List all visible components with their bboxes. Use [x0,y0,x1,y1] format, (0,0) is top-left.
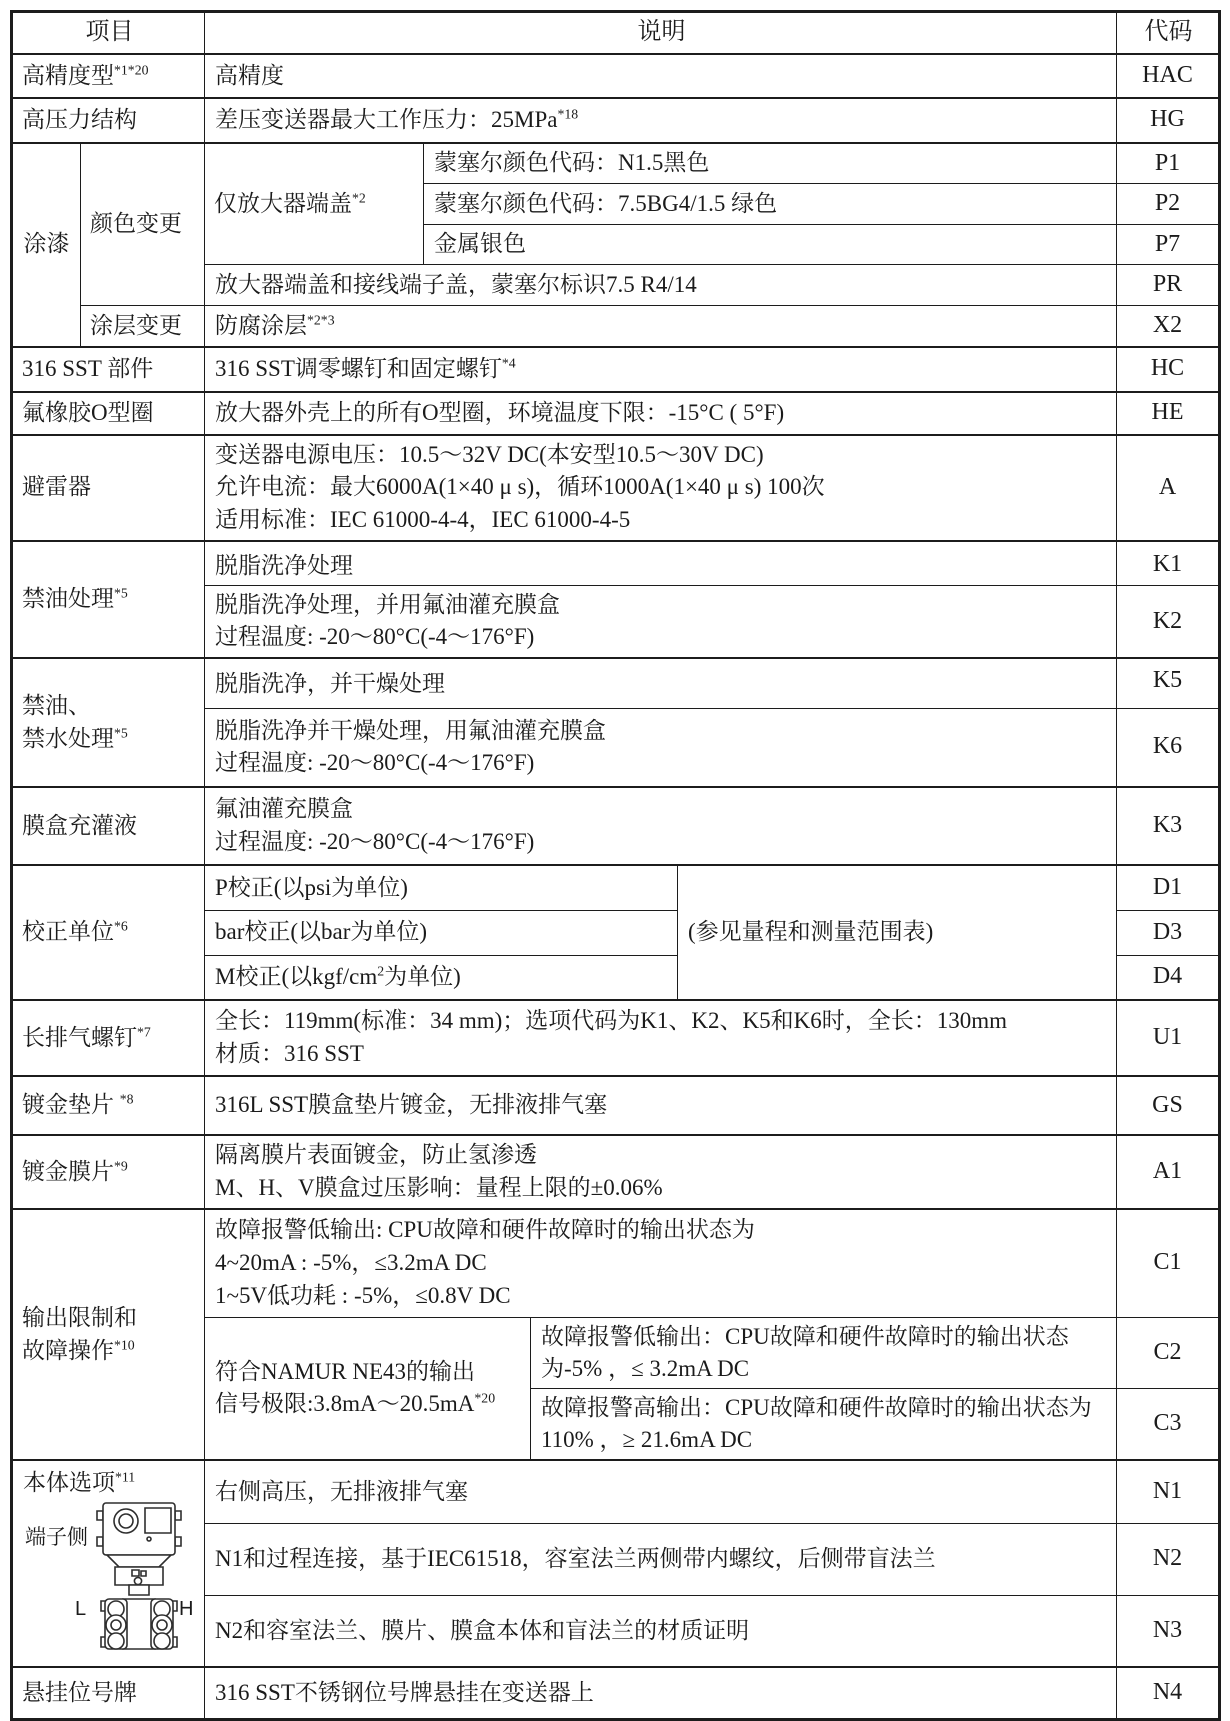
row-x2 [12,305,1220,346]
item-text: 高精度型 [22,62,114,88]
item-text: 镀金膜片 [22,1158,114,1184]
item-label: 氟橡胶O型圈 [12,392,205,435]
code-cell: X2 [1117,305,1220,346]
code-cell: HC [1117,347,1220,392]
item-label [12,1209,205,1460]
code-cell: K6 [1117,708,1220,787]
desc-cell: 高精度 [205,54,1117,98]
item-text: 仅放大器端盖 [214,190,352,216]
item-label [12,865,205,1000]
item-text: 镀金垫片 [22,1092,120,1118]
desc-cell: 脱脂洗净，并干燥处理 [205,658,1117,708]
code-cell: P2 [1117,184,1220,225]
item-text: 本体选项 [23,1470,115,1496]
paint-group-label: 涂漆 [12,143,81,347]
row-k1 [12,541,1220,586]
desc-text: 防腐涂层 [215,312,307,338]
desc-text: 差压变送器最大工作压力：25MPa [215,107,558,132]
item-text: 长排气螺钉 [22,1024,137,1050]
options-spec-table [10,10,1221,1721]
desc-cell: 故障报警高输出：CPU故障和硬件故障时的输出状态为110% ，≥ 21.6mA DC [531,1388,1117,1460]
desc-line: 变送器电源电压：10.5～32V DC(本安型10.5～30V DC) [215,441,764,467]
amp-cover-label [205,143,424,265]
row-hc [12,347,1220,392]
namur-cell [205,1317,531,1460]
body-option-wrap [23,1467,196,1663]
code-cell: K1 [1117,541,1220,586]
row-gs [12,1076,1220,1135]
header-item: 项目 [12,12,205,54]
row-d1 [12,865,1220,910]
item-footnote: *5 [114,724,128,740]
item-label: 膜盒充灌液 [12,787,205,865]
desc-cell: N1和过程连接，基于IEC61518，容室法兰两侧带内螺纹，后侧带盲法兰 [205,1523,1117,1595]
desc-line: 全长：119mm(标准：34 mm)；选项代码为K1、K2、K5和K6时，全长：130mm [215,1008,1007,1034]
item-footnote: *2 [352,190,366,206]
desc-line: 1~5V低功耗 : -5%，≤0.8V DC [215,1282,511,1308]
code-cell: GS [1117,1076,1220,1135]
desc-footnote: *2*3 [307,312,335,328]
desc-footnote: *4 [501,355,516,371]
document-page [10,10,1221,1721]
item-label: 高压力结构 [12,98,205,143]
code-cell: D4 [1117,955,1220,1000]
body-option-cell [12,1460,205,1667]
header-code: 代码 [1117,12,1220,54]
item-label [12,1000,205,1076]
desc-cell: 蒙塞尔颜色代码：7.5BG4/1.5 绿色 [424,184,1117,225]
desc-cell: 右侧高压，无排液排气塞 [205,1460,1117,1523]
desc-line: 过程温度: -20～80°C(-4～176°F) [215,750,535,776]
item-label [12,1076,205,1135]
desc-line: 故障报警低输出: CPU故障和硬件故障时的输出状态为 [215,1217,755,1243]
code-cell: C1 [1117,1209,1220,1317]
header-row [12,12,1220,54]
desc-cell [205,708,1117,787]
item-text-2 [22,1335,196,1368]
desc-cell [205,98,1117,143]
coating-change-label: 涂层变更 [81,305,205,346]
high-side-label: H [179,1598,194,1621]
item-label [12,541,205,659]
code-cell: U1 [1117,1000,1220,1076]
row-a1 [12,1135,1220,1209]
item-footnote: *11 [115,1469,136,1485]
desc-text: 316 SST调零螺钉和固定螺钉 [215,355,502,381]
row-k5 [12,658,1220,708]
desc-text: M校正(以kgf/cm [215,964,378,990]
desc-line: 材质：316 SST [215,1041,364,1067]
desc-cell: 316L SST膜盒垫片镀金，无排液排气塞 [205,1076,1117,1135]
item-text: 禁油处理 [22,586,114,612]
low-side-label: L [75,1598,87,1621]
desc-cell: bar校正(以bar为单位) [205,910,678,955]
code-cell: N2 [1117,1523,1220,1595]
transmitter-drawing [89,1499,189,1657]
code-cell: N3 [1117,1595,1220,1667]
item-text-2 [22,723,196,756]
desc-cell: 金属银色 [424,224,1117,265]
row-hac [12,54,1220,98]
desc-superscript: 2 [377,963,385,979]
code-cell: A [1117,435,1220,541]
item-label: 316 SST 部件 [12,347,205,392]
row-arrester [12,435,1220,541]
desc-line: 脱脂洗净并干燥处理，用氟油灌充膜盒 [215,717,606,743]
desc-line: 脱脂洗净处理，并用氟油灌充膜盒 [215,591,560,617]
desc-line: 4~20mA : -5%，≤3.2mA DC [215,1249,487,1275]
item-footnote: *8 [119,1091,134,1107]
desc-line [215,1388,522,1421]
item-text: 校正单位 [22,919,114,945]
desc-cell: 放大器外壳上的所有O型圈，环境温度下限：-15°C ( 5°F) [205,392,1117,435]
desc-cell: 脱脂洗净处理 [205,541,1117,586]
code-cell: D3 [1117,910,1220,955]
code-cell: P1 [1117,143,1220,184]
code-cell: HG [1117,98,1220,143]
code-cell: HE [1117,392,1220,435]
item-footnote: *7 [137,1024,151,1040]
row-c1 [12,1209,1220,1317]
row-n1 [12,1460,1220,1523]
desc-cell [205,347,1117,392]
desc-line: 氟油灌充膜盒 [215,796,353,822]
desc-line: 适用标准：IEC 61000-4-4，IEC 61000-4-5 [215,506,631,532]
item-label [12,54,205,98]
item-label: 避雷器 [12,435,205,541]
color-change-label: 颜色变更 [81,143,205,306]
row-n4 [12,1667,1220,1719]
row-p1 [12,143,1220,184]
row-k3 [12,787,1220,865]
desc-line: 符合NAMUR NE43的输出 [215,1358,476,1384]
desc-cell [205,955,678,1000]
desc-cell: 蒙塞尔颜色代码：N1.5黑色 [424,143,1117,184]
item-label [12,658,205,787]
code-cell: C2 [1117,1317,1220,1388]
code-cell: K3 [1117,787,1220,865]
code-cell: P7 [1117,224,1220,265]
desc-cell [205,1000,1117,1076]
row-u1 [12,1000,1220,1076]
item-label: 悬挂位号牌 [12,1667,205,1719]
item-text: 禁油、 [22,692,91,718]
terminal-side-label: 端子侧 [25,1525,88,1550]
header-desc: 说明 [205,12,1117,54]
desc-line: 过程温度: -20～80°C(-4～176°F) [215,624,535,650]
calib-note-cell: (参见量程和测量范围表) [678,865,1117,1000]
desc-cell: P校正(以psi为单位) [205,865,678,910]
item-text: 输出限制和 [22,1305,137,1330]
row-hg [12,98,1220,143]
code-cell: N1 [1117,1460,1220,1523]
desc-text: 为单位) [384,964,461,990]
desc-footnote: *18 [557,106,579,122]
item-footnote: *1*20 [114,61,149,77]
desc-cell: N2和容室法兰、膜片、膜盒本体和盲法兰的材质证明 [205,1595,1117,1667]
desc-line: 允许电流：最大6000A(1×40 μ s)，循环1000A(1×40 μ s) 100次 [215,474,825,500]
code-cell: HAC [1117,54,1220,98]
item-footnote: *10 [114,1337,135,1352]
item-label [23,1467,196,1499]
desc-line: 过程温度: -20～80°C(-4～176°F) [215,829,535,855]
desc-cell: 故障报警低输出：CPU故障和硬件故障时的输出状态为-5% ，≤ 3.2mA DC [531,1317,1117,1388]
desc-cell [205,585,1117,658]
code-cell: PR [1117,265,1220,306]
item-text: 故障操作 [22,1337,114,1363]
desc-cell [205,787,1117,865]
item-footnote: *6 [114,918,128,934]
code-cell: A1 [1117,1135,1220,1209]
desc-footnote: *20 [474,1390,496,1406]
desc-cell [205,1209,1117,1317]
code-cell: D1 [1117,865,1220,910]
desc-cell [205,305,1117,346]
desc-cell [205,1135,1117,1209]
desc-line: M、H、V膜盒过压影响：量程上限的±0.06% [215,1175,663,1201]
code-cell: C3 [1117,1388,1220,1460]
code-cell: K5 [1117,658,1220,708]
desc-text: 信号极限:3.8mA～20.5mA [215,1391,475,1417]
item-text: 禁水处理 [22,725,114,751]
item-footnote: *9 [114,1158,128,1174]
desc-cell: 放大器端盖和接线端子盖，蒙塞尔标识7.5 R4/14 [205,265,1117,306]
item-footnote: *5 [114,585,128,601]
desc-line: 隔离膜片表面镀金，防止氢渗透 [215,1142,537,1168]
code-cell: N4 [1117,1667,1220,1719]
desc-cell [205,435,1117,541]
row-he [12,392,1220,435]
item-label [12,1135,205,1209]
code-cell: K2 [1117,585,1220,658]
desc-cell: 316 SST不锈钢位号牌悬挂在变送器上 [205,1667,1117,1719]
